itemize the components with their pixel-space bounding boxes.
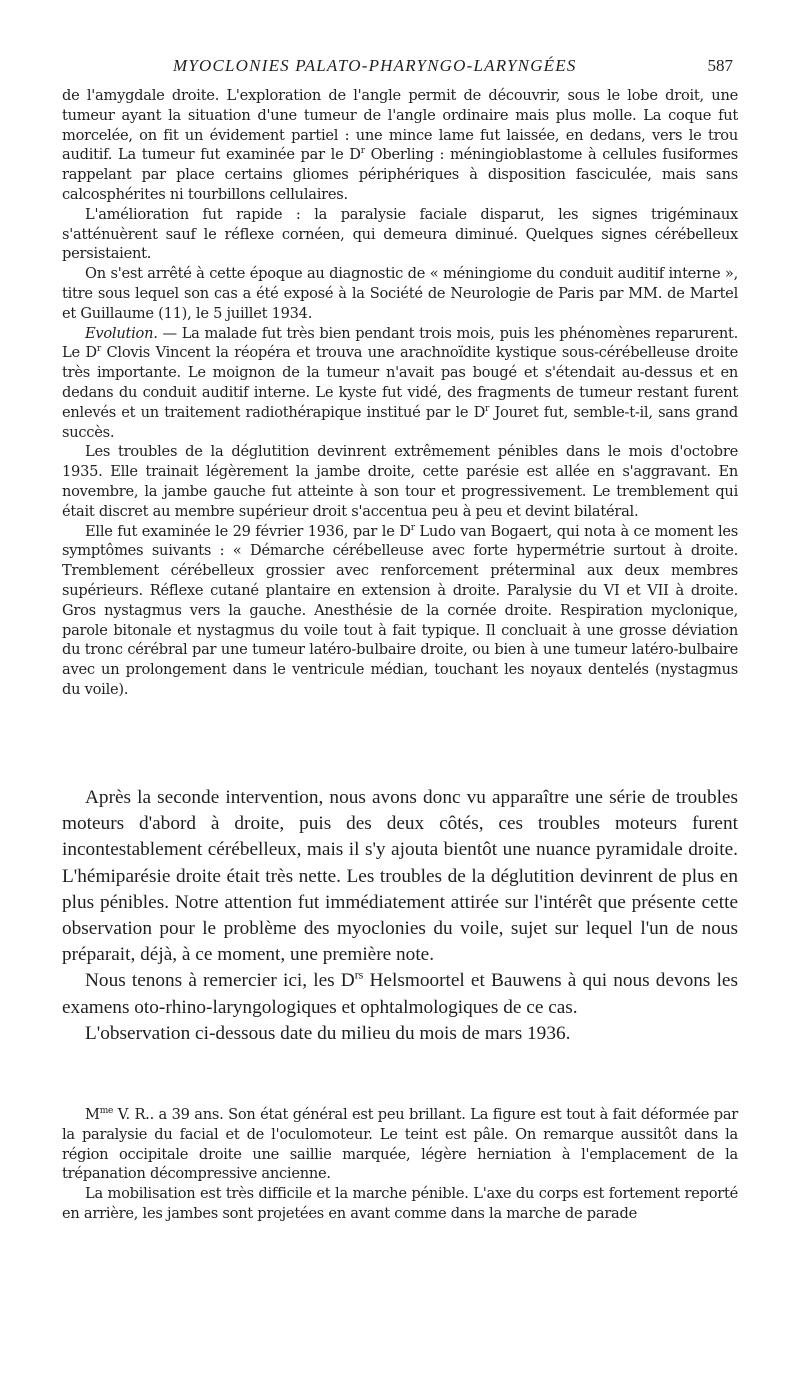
case-history-section	[62, 86, 738, 700]
case-paragraph-5: Les troubles de la déglutition devinrent extrêmement pénibles dans le mois d'octobre 1935. Elle trainait légèrement la jambe droite, cette parésie est allée en s'aggravant. En novembre, la jambe gauche fut atteinte à son tour et progressivement. Le tremblement qui était discret au membre supérieur droit s'accentua peu à peu et devint bilatéral.	[62, 443, 738, 520]
running-header	[55, 52, 737, 82]
case-paragraph-6: Elle fut examinée le 29 février 1936, par le $D^r$ Ludo van Bogaert, qui nota à ce moment les symptômes suivants : « Démarche cérébelleuse avec forte hypermétrie surtout à droite. Tremblement cérébelleux grossier avec renforcement préterminal aux deux membres supérieurs. Réflexe cutané plantaire en extension à droite. Paralysie du VI et VII à droite. Gros nystagmus vers la gauche. Anesthésie de la cornée droite. Respiration myclonique, parole bitonale et nystagmus du voile tout à fait typique. Il concluait à une grosse déviation du tronc cérébral par une tumeur latéro-bulbaire droite, ou bien à une tumeur latéro-bulbaire avec un prolongement dans le ventricule médian, touchant les noyaux dentelés (nystagmus du voile).	[62, 522, 738, 698]
observation-section	[62, 1105, 738, 1224]
evolution-label: Evolution.	[85, 324, 158, 342]
commentary-section	[62, 785, 738, 1047]
page-number: 587	[707, 56, 733, 75]
observation-paragraph-1: $M^{me}$ V. R.. a 39 ans. Son état général est peu brillant. La figure est tout à fait déformée par la paralysie du facial et de l'oculomoteur. Le teint est pâle. On remarque aussitôt dans la région occipitale droite une saillie marquée, légère herniation à l'emplacement de la trépanation décompressive ancienne.	[62, 1106, 738, 1183]
case-paragraph-1: de l'amygdale droite. L'exploration de l'angle permit de découvrir, sous le lobe droit, une tumeur ayant la situation d'une tumeur de l'angle ordinaire mais plus molle. La coque fut morcelée, on fit un évidement partiel : une mince lame fut laissée, en dedans, vers le trou auditif. La tumeur fut examinée par le $D^r$ Oberling : méningioblastome à cellules fusiformes rappelant par place certains gliomes périphériques à disposition fasciculée, mais sans calcosphérites ni tourbillons cellulaires.	[62, 87, 738, 203]
case-paragraph-evolution: Evolution. — La malade fut très bien pendant trois mois, puis les phénomènes reparurent. Le $D^r$ Clovis Vincent la réopéra et trouva une arachnoïdite kystique sous-cérébelleuse droite très importante. Le moignon de la tumeur n'avait pas bougé et s'étendait au-dessus et en dedans du conduit auditif interne. Le kyste fut vidé, des fragments de tumeur restant furent enlevés et un traitement radiothérapique institué par le $D^r$ Jouret fut, semble-t-il, sans grand succès.	[62, 324, 739, 441]
case-paragraph-3: On s'est arrêté à cette époque au diagnostic de « méningiome du conduit auditif interne », titre sous lequel son cas a été exposé à la Société de Neurologie de Paris par MM. de Martel et Guillaume (11), le 5 juillet 1934.	[62, 265, 738, 322]
commentary-paragraph-1: Après la seconde intervention, nous avons donc vu apparaître une série de troubles moteurs d'abord à droite, puis des deux côtés, ces troubles moteurs furent incontestablement cérébelleux, mais il s'y ajouta bientôt une nuance pyramidale droite. L'hémiparésie droite était très nette. Les troubles de la déglutition devinrent de plus en plus pénibles. Notre attention fut immédiatement attirée sur l'intérêt que présente cette observation pour le problème des myoclonies du voile, sujet sur lequel l'un de nous préparait, déjà, à ce moment, une première note.	[62, 787, 738, 966]
commentary-paragraph-2: Nous tenons à remercier ici, les $D^{rs}$ Helsmoortel et Bauwens à qui nous devons les examens oto-rhino-laryngologiques et ophtalmologiques de ce cas.	[62, 968, 738, 1018]
case-paragraph-2: L'amélioration fut rapide : la paralysie faciale disparut, les signes trigéminaux s'atténuèrent sauf le réflexe cornéen, qui demeura diminué. Quelques signes cérébelleux persistaient.	[62, 205, 738, 263]
observation-paragraph-2: La mobilisation est très difficile et la marche pénible. L'axe du corps est fortement reporté en arrière, les jambes sont projetées en avant comme dans la marche de parade	[62, 1185, 738, 1222]
commentary-paragraph-3: L'observation ci-dessous date du milieu du mois de mars 1936.	[85, 1022, 571, 1044]
running-title: MYOCLONIES PALATO-PHARYNGO-LARYNGÉES	[173, 56, 577, 75]
